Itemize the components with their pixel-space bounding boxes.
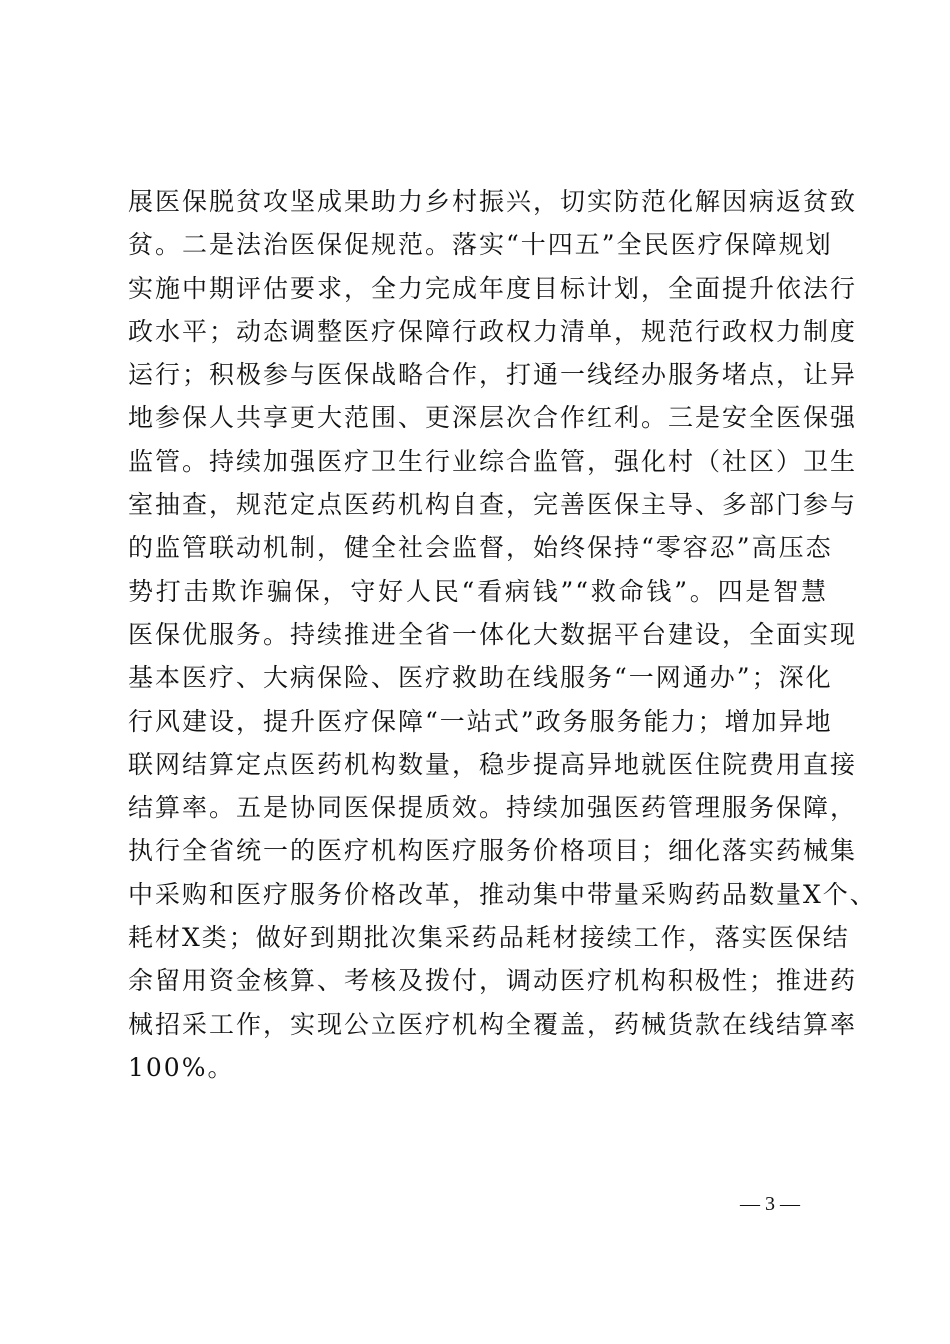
text-line: 实施中期评估要求，全力完成年度目标计划，全面提升依法行 (128, 273, 858, 303)
text-line: 室抽查，规范定点医药机构自查，完善医保主导、多部门参与 (128, 490, 858, 520)
text-line: 医保优服务。持续推进全省一体化大数据平台建设，全面实现 (128, 619, 858, 649)
text-line: 中采购和医疗服务价格改革，推动集中带量采购药品数量X个、 (128, 879, 877, 909)
text-line: 结算率。五是协同医保提质效。持续加强医药管理服务保障， (128, 793, 858, 823)
text-line: 势打击欺诈骗保，守好人民“看病钱”“救命钱”。四是智慧 (128, 576, 828, 606)
text-line: 运行；积极参与医保战略合作，打通一线经办服务堵点，让异 (128, 360, 858, 390)
text-line: 联网结算定点医药机构数量，稳步提高异地就医住院费用直接 (128, 749, 858, 779)
text-line: 贫。二是法治医保促规范。落实“十四五”全民医疗保障规划 (128, 230, 833, 260)
text-line: 监管。持续加强医疗卫生行业综合监管，强化村（社区）卫生 (128, 446, 858, 476)
body-paragraph (128, 180, 877, 1089)
text-line: 展医保脱贫攻坚成果助力乡村振兴，切实防范化解因病返贫致 (128, 187, 858, 216)
text-line: 行风建设，提升医疗保障“一站式”政务服务能力；增加异地 (128, 706, 833, 736)
text-line: 械招采工作，实现公立医疗机构全覆盖，药械货款在线结算率 (128, 1009, 858, 1039)
text-line: 基本医疗、大病保险、医疗救助在线服务“一网通办”；深化 (128, 663, 833, 693)
text-line: 执行全省统一的医疗机构医疗服务价格项目；细化落实药械集 (128, 836, 858, 866)
text-line: 地参保人共享更大范围、更深层次合作红利。三是安全医保强 (128, 403, 858, 433)
text-line: 政水平；动态调整医疗保障行政权力清单，规范行政权力制度 (128, 316, 858, 346)
text-line: 耗材X类；做好到期批次集采药品耗材接续工作，落实医保结 (128, 923, 850, 953)
page-number: — 3 — (740, 1193, 800, 1215)
text-line: 的监管联动机制，健全社会监督，始终保持“零容忍”高压态 (128, 533, 833, 563)
text-line: 100%。 (128, 1052, 235, 1082)
text-line: 余留用资金核算、考核及拨付，调动医疗机构积极性；推进药 (128, 966, 858, 996)
